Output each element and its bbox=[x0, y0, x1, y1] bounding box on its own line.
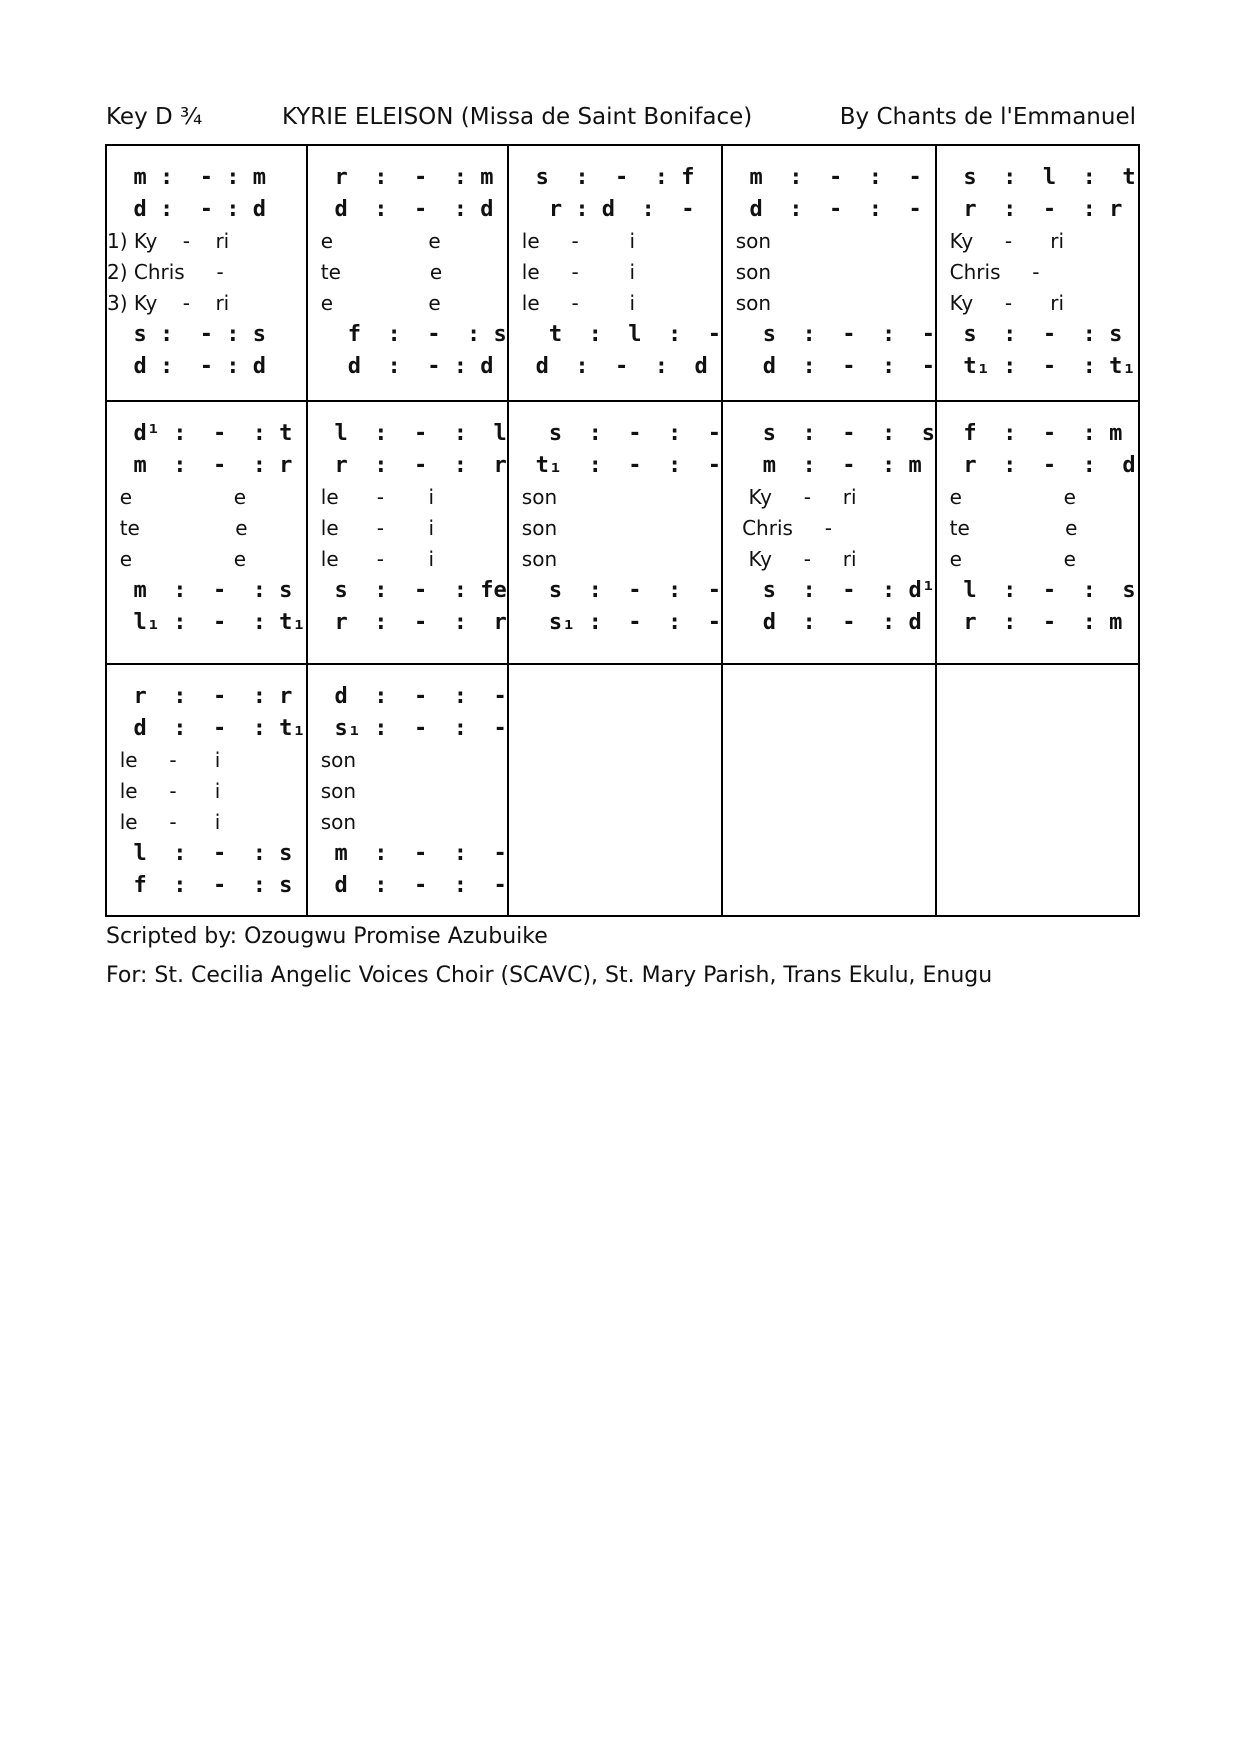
score-measure-cell bbox=[107, 146, 308, 402]
score-measure-cell bbox=[723, 665, 937, 915]
solfa-notes-line: m : - : m bbox=[107, 165, 266, 190]
solfa-notes-line: d¹ : - : t bbox=[107, 421, 293, 446]
score-measure-cell bbox=[509, 665, 723, 915]
score-measure-cell bbox=[308, 146, 509, 402]
lyric-line: e e bbox=[308, 291, 441, 315]
lyric-line: le - i bbox=[308, 516, 435, 540]
lyric-line: e e bbox=[936, 485, 1076, 509]
solfa-notes-line: s₁ : - : - bbox=[308, 716, 507, 741]
solfa-notes-line: s : - : s bbox=[107, 322, 266, 347]
solfa-notes-line: d : - : d bbox=[509, 354, 708, 379]
solfa-notes-line: t₁ : - : - bbox=[509, 453, 722, 478]
lyric-line: son bbox=[723, 291, 772, 315]
solfa-notes-line: d : - : d bbox=[308, 197, 494, 222]
lyric-line: 3) Ky - ri bbox=[107, 291, 230, 315]
solfa-notes-line: m : - : s bbox=[107, 578, 293, 603]
scripted-by: Scripted by: Ozougwu Promise Azubuike bbox=[106, 924, 548, 949]
solfa-score-table bbox=[105, 144, 1140, 917]
solfa-notes-line: t₁ : - : t₁ bbox=[936, 354, 1136, 379]
solfa-notes-line: m : - : - bbox=[723, 165, 922, 190]
lyric-line: Ky - ri bbox=[936, 229, 1065, 253]
solfa-notes-line: s : - : d¹ bbox=[723, 578, 935, 603]
solfa-notes-line: s : - : f bbox=[509, 165, 695, 190]
solfa-notes-line: r : - : d bbox=[936, 453, 1136, 478]
lyric-line: son bbox=[723, 229, 772, 253]
solfa-notes-line: m : - : m bbox=[723, 453, 922, 478]
score-measure-cell bbox=[723, 402, 937, 665]
prepared-for: For: St. Cecilia Angelic Voices Choir (SCAVC), St. Mary Parish, Trans Ekulu, Enugu bbox=[106, 963, 993, 988]
solfa-notes-line: d : - : - bbox=[723, 197, 922, 222]
solfa-notes-line: f : - : m bbox=[936, 421, 1123, 446]
key-signature: Key D ¾ bbox=[106, 104, 203, 130]
solfa-notes-line: l : - : s bbox=[936, 578, 1136, 603]
song-title: KYRIE ELEISON (Missa de Saint Boniface) bbox=[282, 104, 753, 130]
solfa-notes-line: r : - : r bbox=[936, 197, 1123, 222]
solfa-notes-line: l : - : l bbox=[308, 421, 507, 446]
solfa-notes-line: l : - : s bbox=[107, 841, 293, 866]
lyric-line: te e bbox=[308, 260, 443, 284]
score-measure-cell bbox=[509, 402, 723, 665]
lyric-line: son bbox=[509, 516, 558, 540]
solfa-notes-line: l₁ : - : t₁ bbox=[107, 610, 306, 635]
solfa-notes-line: d : - : d bbox=[723, 610, 922, 635]
lyric-line: le - i bbox=[509, 291, 636, 315]
lyric-line: te e bbox=[107, 516, 248, 540]
lyric-line: Ky - ri bbox=[723, 547, 857, 571]
score-measure-cell bbox=[509, 146, 723, 402]
solfa-notes-line: d : - : - bbox=[308, 873, 507, 898]
score-measure-cell bbox=[308, 402, 509, 665]
solfa-notes-line: d : - : d bbox=[107, 197, 266, 222]
solfa-notes-line: d : - : - bbox=[723, 354, 935, 379]
score-measure-cell bbox=[723, 146, 937, 402]
score-measure-cell bbox=[937, 402, 1138, 665]
lyric-line: son bbox=[509, 547, 558, 571]
solfa-notes-line: d : - : - bbox=[308, 684, 507, 709]
lyric-line: e e bbox=[936, 547, 1076, 571]
solfa-notes-line: s : - : s bbox=[936, 322, 1123, 347]
lyric-line: son bbox=[308, 810, 357, 834]
solfa-notes-line: r : - : m bbox=[936, 610, 1123, 635]
solfa-notes-line: s : - : - bbox=[509, 578, 722, 603]
solfa-notes-line: d : - : d bbox=[308, 354, 494, 379]
solfa-notes-line: r : - : r bbox=[107, 684, 293, 709]
solfa-notes-line: f : - : s bbox=[107, 873, 293, 898]
lyric-line: 1) Ky - ri bbox=[107, 229, 230, 253]
lyric-line: le - i bbox=[509, 260, 636, 284]
lyric-line: le - i bbox=[308, 485, 435, 509]
lyric-line: le - i bbox=[107, 748, 221, 772]
solfa-notes-line: r : - : r bbox=[308, 610, 507, 635]
lyric-line: Ky - ri bbox=[936, 291, 1065, 315]
solfa-notes-line: s₁ : - : - bbox=[509, 610, 722, 635]
lyric-line: le - i bbox=[308, 547, 435, 571]
lyric-line: le - i bbox=[107, 779, 221, 803]
lyric-line: e e bbox=[107, 485, 247, 509]
lyric-line: e e bbox=[107, 547, 247, 571]
composer-credit: By Chants de l'Emmanuel bbox=[839, 104, 1136, 130]
solfa-notes-line: s : - : - bbox=[509, 421, 722, 446]
lyric-line: 2) Chris - bbox=[107, 260, 224, 284]
solfa-notes-line: m : - : r bbox=[107, 453, 293, 478]
solfa-notes-line: s : - : - bbox=[723, 322, 935, 347]
lyric-line: Chris - bbox=[723, 516, 832, 540]
lyric-line: son bbox=[723, 260, 772, 284]
score-measure-cell bbox=[107, 665, 308, 915]
solfa-notes-line: s : - : s bbox=[723, 421, 935, 446]
solfa-notes-line: r : - : r bbox=[308, 453, 507, 478]
lyric-line: le - i bbox=[509, 229, 636, 253]
lyric-line: te e bbox=[936, 516, 1078, 540]
lyric-line: son bbox=[308, 748, 357, 772]
solfa-notes-line: f : - : s bbox=[308, 322, 507, 347]
lyric-line: son bbox=[308, 779, 357, 803]
score-measure-cell bbox=[308, 665, 509, 915]
score-header bbox=[106, 104, 1136, 136]
lyric-line: Ky - ri bbox=[723, 485, 857, 509]
solfa-notes-line: d : - : t₁ bbox=[107, 716, 306, 741]
solfa-notes-line: r : d : - bbox=[509, 197, 695, 222]
lyric-line: le - i bbox=[107, 810, 221, 834]
solfa-notes-line: m : - : - bbox=[308, 841, 507, 866]
solfa-notes-line: r : - : m bbox=[308, 165, 494, 190]
lyric-line: son bbox=[509, 485, 558, 509]
score-measure-cell bbox=[937, 146, 1138, 402]
solfa-notes-line: t : l : - bbox=[509, 322, 722, 347]
score-measure-cell bbox=[107, 402, 308, 665]
solfa-notes-line: s : l : t bbox=[936, 165, 1136, 190]
lyric-line: e e bbox=[308, 229, 441, 253]
score-measure-cell bbox=[937, 665, 1138, 915]
lyric-line: Chris - bbox=[936, 260, 1040, 284]
solfa-notes-line: d : - : d bbox=[107, 354, 266, 379]
solfa-notes-line: s : - : fe bbox=[308, 578, 507, 603]
